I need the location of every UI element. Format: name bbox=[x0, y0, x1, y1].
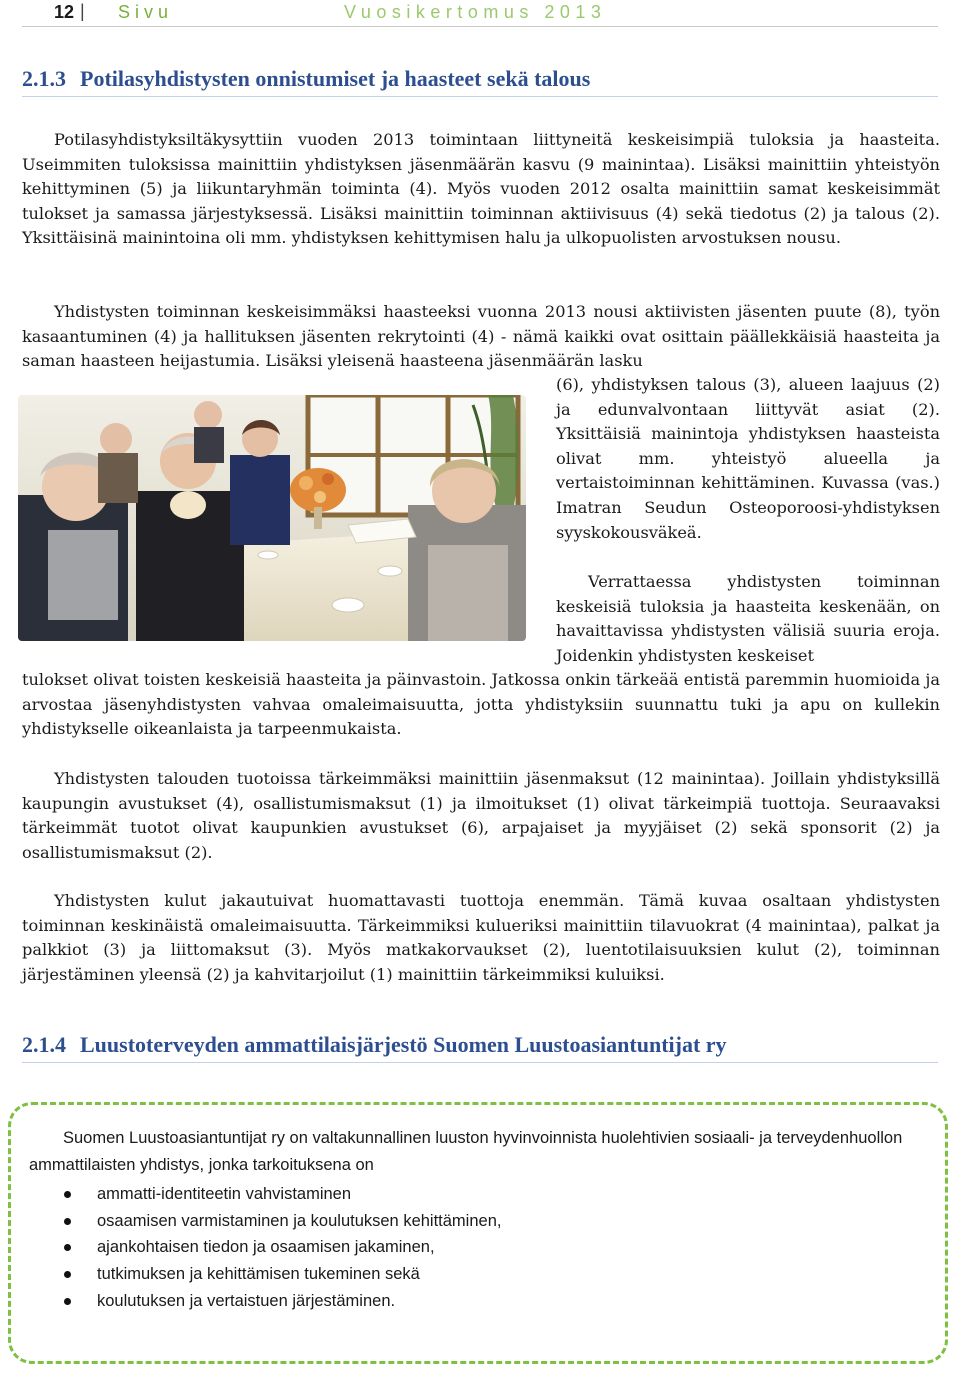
paragraph-text: Yhdistysten talouden tuotoissa tärkeimmäksi mainittiin jäsenmaksut (12 mainintaa). Joillain yhdistyksillä kaupungin avustukset (4), osallistumismaksut (1) ja ilmoitukset (1) olivat tärkeimpiä tuottoja. Seuraavaksi tärkeimmät tuotot olivat kaupunkien avustukset (6), arpajaiset ja myyjäiset (2) sekä sponsorit (2) ja osallistumismaksut (2). bbox=[22, 769, 940, 862]
page-header bbox=[22, 0, 938, 27]
list-item: osaamisen varmistaminen ja koulutuksen kehittäminen, bbox=[97, 1208, 501, 1235]
paragraph-text: (6), yhdistyksen talous (3), alueen laajuus (2) ja edunvalvontaan liittyvät asiat (2). Yksittäisiä mainintoja yhdistyksen haasteista olivat mm. yhteistyö alueella ja vertaistoiminnan kehittäminen. Kuvassa (vas.) Imatran Seudun Osteoporoosi-yhdistyksen syyskokousväkeä. bbox=[556, 375, 940, 542]
paragraph-text: tulokset olivat toisten keskeisiä haasteita ja päinvastoin. Jatkossa onkin tärkeää entistä paremmin huomioida ja arvostaa jäsenyhdistysten vahvaa omaleimaisuutta, jotta yhdistyksiin suunnattu tuki ja apu on kullekin yhdistykselle oikeanlaista ja tarpeenmukaista. bbox=[22, 670, 940, 739]
meeting-photo-illustration bbox=[18, 395, 526, 641]
section-number: 2.1.3 bbox=[22, 66, 66, 91]
list-item: koulutuksen ja vertaistuen järjestäminen. bbox=[97, 1288, 501, 1315]
header-separator: | bbox=[80, 1, 85, 21]
info-box-list bbox=[97, 1181, 501, 1315]
info-box-intro-text: Suomen Luustoasiantuntijat ry on valtakunnallinen luuston hyvinvoinnista huolehtivien sosiaali- ja terveydenhuollon ammattilaisten yhdistys, jonka tarkoituksena on bbox=[29, 1129, 903, 1174]
paragraph-income bbox=[22, 767, 940, 865]
paragraph-comparison-continued bbox=[22, 668, 940, 742]
paragraph-text: Verrattaessa yhdistysten toiminnan keskeisiä tuloksia ja haasteita keskenään, on havaittavissa yhdistysten välisiä suuria eroja. Joidenkin yhdistysten keskeiset bbox=[556, 572, 940, 665]
list-item: ajankohtaisen tiedon ja osaamisen jakaminen, bbox=[97, 1234, 501, 1261]
section-title: Luustoterveyden ammattilaisjärjestö Suomen Luustoasiantuntijat ry bbox=[80, 1032, 727, 1057]
info-box-intro bbox=[29, 1125, 929, 1178]
page-word: Sivu bbox=[118, 2, 174, 22]
paragraph-challenges bbox=[22, 300, 940, 374]
info-box bbox=[8, 1102, 948, 1364]
paragraph-challenges-continued bbox=[556, 373, 940, 545]
paragraph-text: Yhdistysten toiminnan keskeisimmäksi haasteeksi vuonna 2013 nousi aktiivisten jäsenten puute (8), työn kasaantuminen (4) ja hallituksen jäsenten rekrytointi (4) - nämä kaikki ovat osittain päällekkäisiä haasteita ja saman haasteen heijastumia. Lisäksi yleisenä haasteena jäsenmäärän lasku bbox=[22, 302, 940, 371]
list-item: ammatti-identiteetin vahvistaminen bbox=[97, 1181, 501, 1208]
meeting-photo bbox=[18, 395, 526, 641]
section-heading-2-1-3 bbox=[22, 66, 938, 97]
paragraph-text: Yhdistysten kulut jakautuivat huomattavasti tuottoja enemmän. Tämä kuvaa osaltaan yhdistysten toiminnan keskinäistä omaleimaisuutta. Tärkeimmiksi kulueriksi mainittiin tilavuokrat (4 mainintaa), palkat ja palkkiot (3) ja liittomaksut (3). Myös matkakorvaukset (2), luentotilaisuuksien kulut (2), toiminnan järjestäminen yleensä (2) ja kahvitarjoilut (1) mainittiin tärkeimmiksi kuluiksi. bbox=[22, 891, 940, 984]
paragraph-comparison bbox=[556, 570, 940, 668]
section-title: Potilasyhdistysten onnistumiset ja haasteet sekä talous bbox=[80, 66, 591, 91]
paragraph-text: Potilasyhdistyksiltäkysyttiin vuoden 2013 toimintaan liittyneitä keskeisimpiä tuloksia ja haasteita. Useimmiten tuloksissa mainittiin yhdistyksen jäsenmäärän kasvu (9 mainintaa). Lisäksi mainittiin yhteistyön kehittyminen (5) ja liikuntaryhmän toiminta (4). Myös vuoden 2012 osalta mainittiin samat keskeisimmät tulokset ja samassa järjestyksessä. Lisäksi mainittiin toiminnan aktiivisuus (4) sekä tiedotus (2) ja talous (2). Yksittäisinä mainintoina oli mm. yhdistyksen kehittymisen halu ja ulkopuolisten arvostuksen nousu. bbox=[22, 130, 940, 248]
page-number: 12 bbox=[54, 2, 75, 22]
section-heading-2-1-4 bbox=[22, 1032, 938, 1063]
list-item: tutkimuksen ja kehittämisen tukeminen sekä bbox=[97, 1261, 501, 1288]
paragraph-expenses bbox=[22, 889, 940, 987]
document-title: Vuosikertomus 2013 bbox=[344, 2, 607, 22]
paragraph-results bbox=[22, 128, 940, 251]
section-number: 2.1.4 bbox=[22, 1032, 66, 1057]
